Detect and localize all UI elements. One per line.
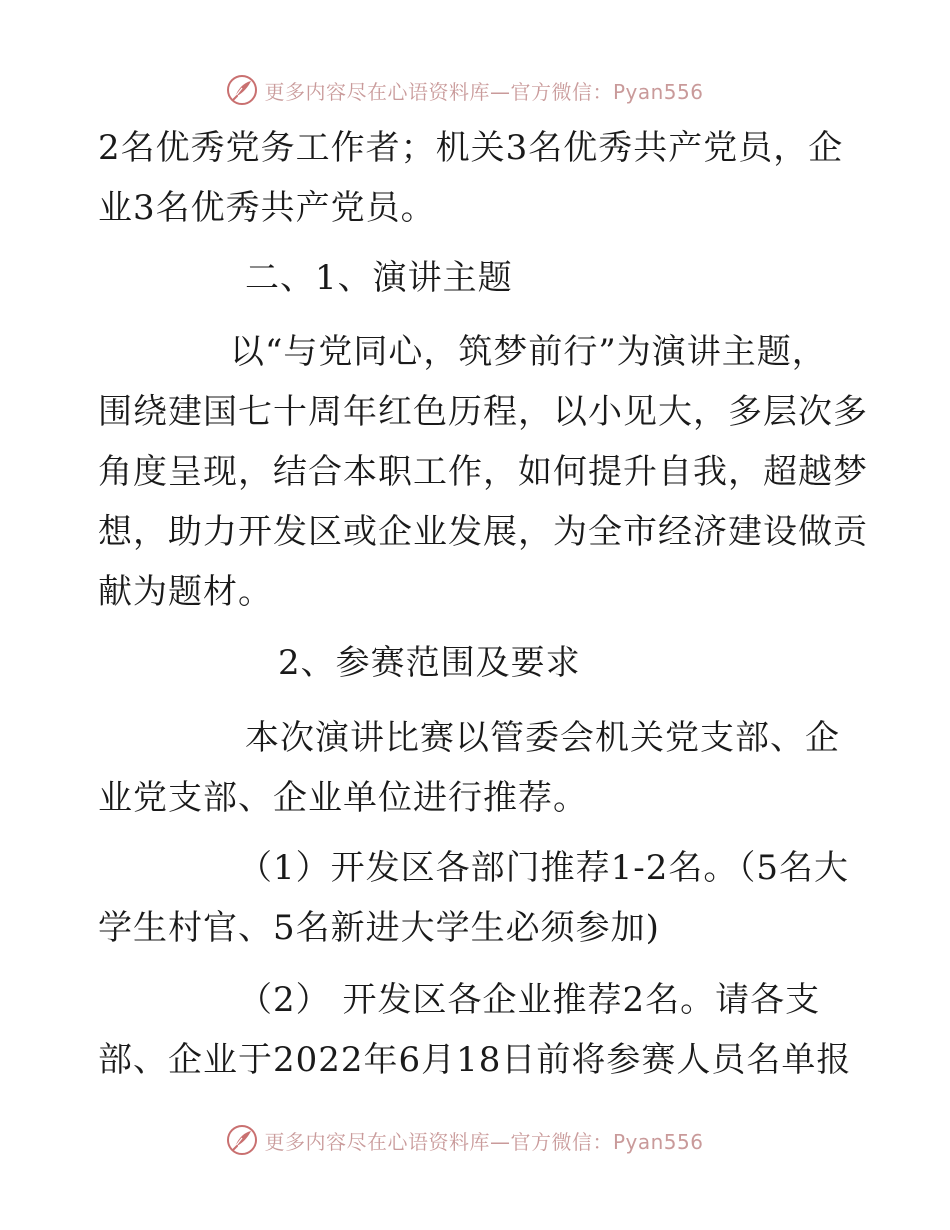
body-line: 围绕建国七十周年红色历程，以小见大，多层次多: [98, 392, 868, 432]
feather-pen-logo-icon: [226, 1124, 258, 1156]
body-line: 部、企业于2022年6月18日前将参赛人员名单报: [98, 1040, 852, 1080]
footer-banner: [0, 1120, 950, 1160]
body-line: 业3名优秀共产党员。: [98, 188, 436, 228]
body-line: 2名优秀党务工作者；机关3名优秀共产党员，企: [98, 128, 844, 168]
footer-banner-text: 更多内容尽在心语资料库—官方微信：Pyan556: [264, 1129, 704, 1154]
feather-pen-logo-icon: [226, 74, 258, 106]
section-heading: 二、1、演讲主题: [245, 258, 513, 298]
body-line: 学生村官、5名新进大学生必须参加): [98, 908, 660, 948]
body-line: 业党支部、企业单位进行推荐。: [98, 778, 588, 818]
body-line: 本次演讲比赛以管委会机关党支部、企: [245, 718, 840, 758]
header-banner-text: 更多内容尽在心语资料库—官方微信：Pyan556: [264, 79, 704, 104]
header-banner: [0, 70, 950, 110]
body-line: 想，助力开发区或企业发展，为全市经济建设做贡: [98, 512, 868, 552]
body-line: 以“与党同心，筑梦前行”为演讲主题，: [230, 332, 827, 372]
body-line: （2） 开发区各企业推荐2名。请各支: [238, 980, 821, 1020]
body-line: 献为题材。: [98, 572, 273, 612]
body-line: 角度呈现，结合本职工作，如何提升自我，超越梦: [98, 452, 868, 492]
body-line: （1）开发区各部门推荐1-2名。（5名大: [238, 848, 850, 888]
section-heading: 2、参赛范围及要求: [278, 643, 581, 683]
